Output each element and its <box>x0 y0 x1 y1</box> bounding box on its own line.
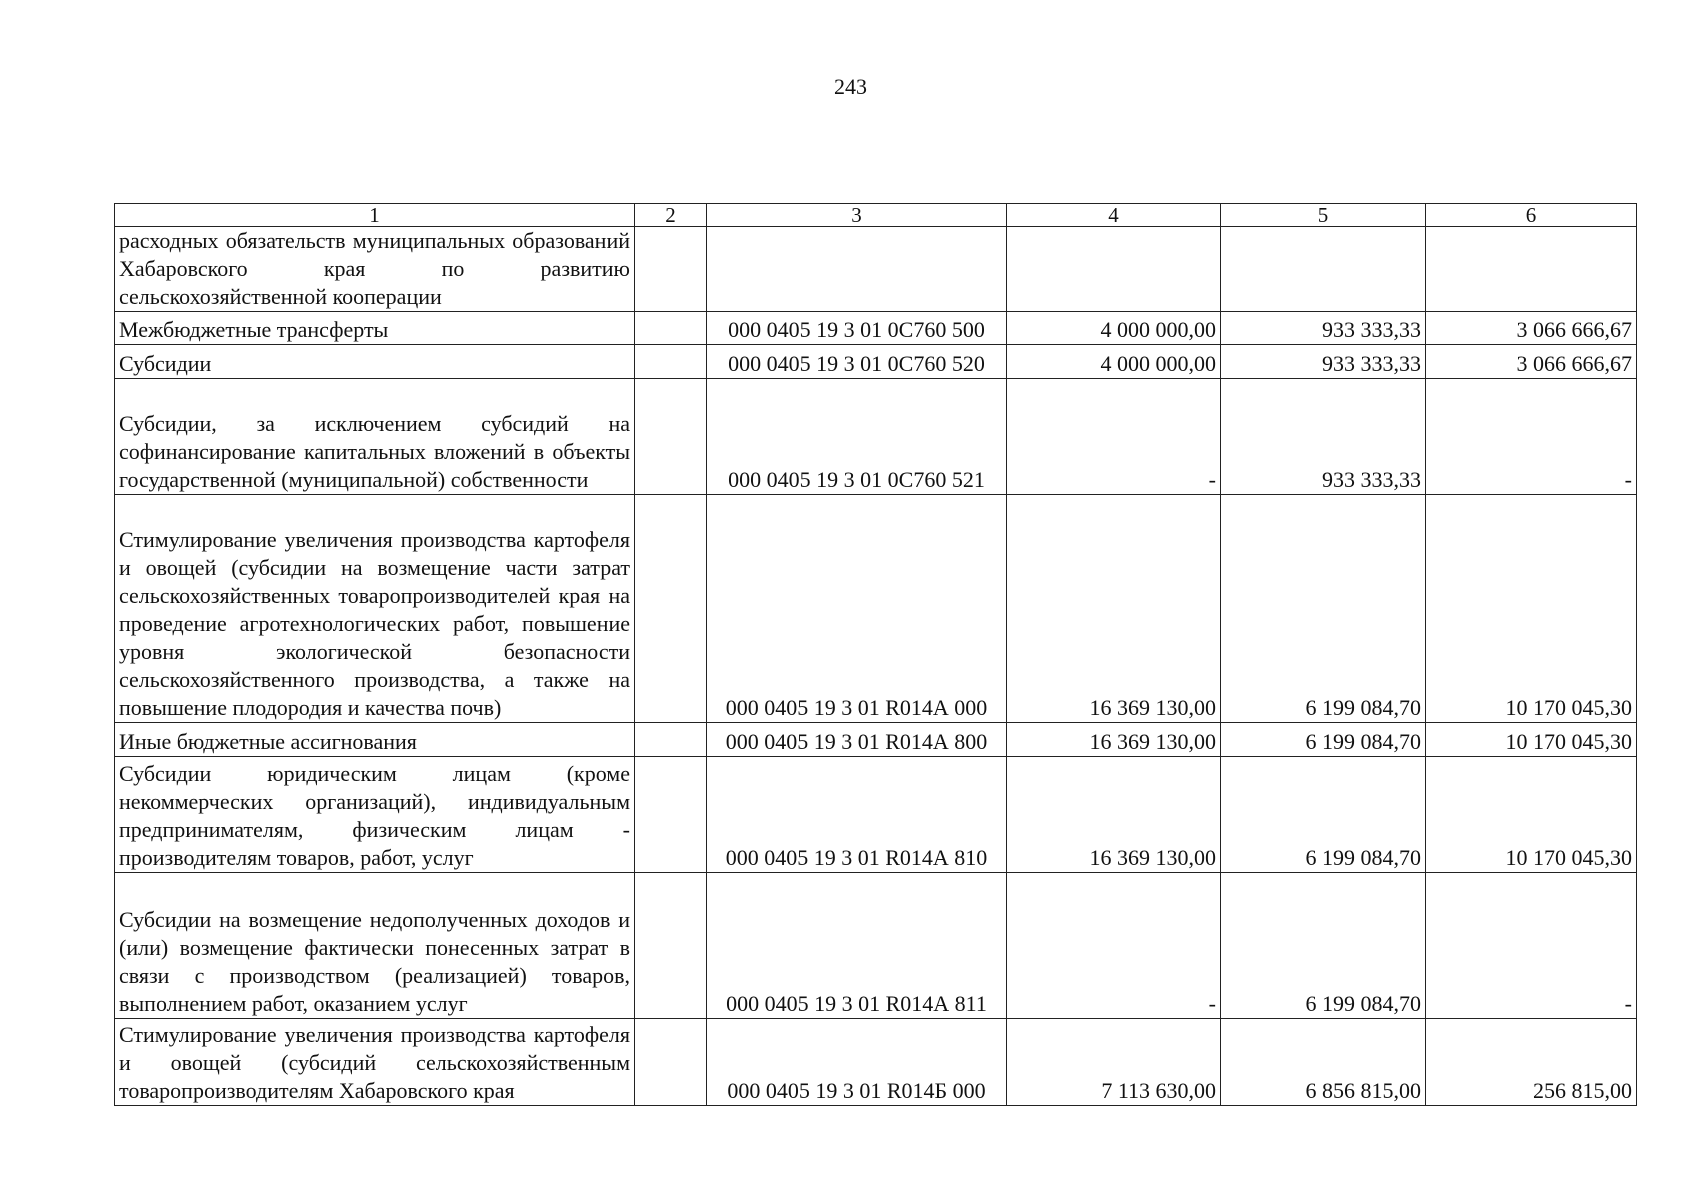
table-row <box>115 495 1637 723</box>
row-code: 000 0405 19 3 01 R014А 000 <box>707 495 1007 723</box>
table-row <box>115 873 1637 1019</box>
budget-table <box>114 203 1637 1106</box>
row-value-4: 16 369 130,00 <box>1007 723 1221 757</box>
row-code: 000 0405 19 3 01 R014Б 000 <box>707 1019 1007 1106</box>
row-value-4: 7 113 630,00 <box>1007 1019 1221 1106</box>
header-col-3: 3 <box>707 204 1007 227</box>
row-name: Межбюджетные трансферты <box>115 312 635 345</box>
row-value-4: 16 369 130,00 <box>1007 757 1221 873</box>
table-row <box>115 723 1637 757</box>
row-value-4: 4 000 000,00 <box>1007 345 1221 379</box>
row-value-6: 10 170 045,30 <box>1426 723 1637 757</box>
row-col2 <box>635 495 707 723</box>
header-col-5: 5 <box>1221 204 1426 227</box>
header-col-2: 2 <box>635 204 707 227</box>
page-number: 243 <box>834 74 867 99</box>
header-col-4: 4 <box>1007 204 1221 227</box>
row-name: расходных обязательств муниципальных образований Хабаровского края по развитию сельскохозяйственной кооперации <box>115 227 635 312</box>
row-name: Субсидии юридическим лицам (кроме некоммерческих организаций), индивидуальным предпринимателям, физическим лицам - производителям товаров, работ, услуг <box>115 757 635 873</box>
row-value-5: 933 333,33 <box>1221 312 1426 345</box>
row-value-6: - <box>1426 379 1637 495</box>
row-name: Субсидии на возмещение недополученных доходов и (или) возмещение фактически понесенных затрат в связи с производством (реализацией) товаров, выполнением работ, оказанием услуг <box>115 873 635 1019</box>
row-value-5 <box>1221 227 1426 312</box>
row-value-6: 3 066 666,67 <box>1426 345 1637 379</box>
row-value-4: - <box>1007 379 1221 495</box>
row-col2 <box>635 312 707 345</box>
row-name: Субсидии <box>115 345 635 379</box>
table-row <box>115 312 1637 345</box>
table-row <box>115 345 1637 379</box>
header-col-6: 6 <box>1426 204 1637 227</box>
row-value-5: 6 199 084,70 <box>1221 757 1426 873</box>
row-value-5: 6 199 084,70 <box>1221 873 1426 1019</box>
row-value-5: 933 333,33 <box>1221 379 1426 495</box>
table-row <box>115 757 1637 873</box>
row-value-4: - <box>1007 873 1221 1019</box>
table-row <box>115 227 1637 312</box>
row-value-5: 6 199 084,70 <box>1221 723 1426 757</box>
row-col2 <box>635 227 707 312</box>
table-row <box>115 379 1637 495</box>
row-name: Иные бюджетные ассигнования <box>115 723 635 757</box>
row-value-5: 6 199 084,70 <box>1221 495 1426 723</box>
row-col2 <box>635 757 707 873</box>
row-value-6 <box>1426 227 1637 312</box>
row-col2 <box>635 723 707 757</box>
row-value-6: 10 170 045,30 <box>1426 495 1637 723</box>
row-value-5: 6 856 815,00 <box>1221 1019 1426 1106</box>
row-name: Стимулирование увеличения производства картофеля и овощей (субсидий сельскохозяйственным товаропроизводителям Хабаровского края <box>115 1019 635 1106</box>
row-code <box>707 227 1007 312</box>
row-col2 <box>635 345 707 379</box>
row-code: 000 0405 19 3 01 R014А 810 <box>707 757 1007 873</box>
row-name: Стимулирование увеличения производства картофеля и овощей (субсидии на возмещение части затрат сельскохозяйственных товаропроизводителей края на проведение агротехнологических работ, повышение уровня экологической безопасности сельскохозяйственного производства, а также на повышение плодородия и качества почв) <box>115 495 635 723</box>
row-code: 000 0405 19 3 01 R014А 811 <box>707 873 1007 1019</box>
row-value-6: - <box>1426 873 1637 1019</box>
row-code: 000 0405 19 3 01 0С760 500 <box>707 312 1007 345</box>
row-col2 <box>635 1019 707 1106</box>
row-value-4: 4 000 000,00 <box>1007 312 1221 345</box>
row-value-6: 10 170 045,30 <box>1426 757 1637 873</box>
row-value-6: 256 815,00 <box>1426 1019 1637 1106</box>
row-name: Субсидии, за исключением субсидий на софинансирование капитальных вложений в объекты государственной (муниципальной) собственности <box>115 379 635 495</box>
row-value-5: 933 333,33 <box>1221 345 1426 379</box>
row-code: 000 0405 19 3 01 R014А 800 <box>707 723 1007 757</box>
row-col2 <box>635 379 707 495</box>
row-code: 000 0405 19 3 01 0С760 521 <box>707 379 1007 495</box>
row-value-4 <box>1007 227 1221 312</box>
table-row <box>115 1019 1637 1106</box>
header-col-1: 1 <box>115 204 635 227</box>
row-value-6: 3 066 666,67 <box>1426 312 1637 345</box>
row-col2 <box>635 873 707 1019</box>
table-header <box>115 204 1637 227</box>
row-value-4: 16 369 130,00 <box>1007 495 1221 723</box>
row-code: 000 0405 19 3 01 0С760 520 <box>707 345 1007 379</box>
